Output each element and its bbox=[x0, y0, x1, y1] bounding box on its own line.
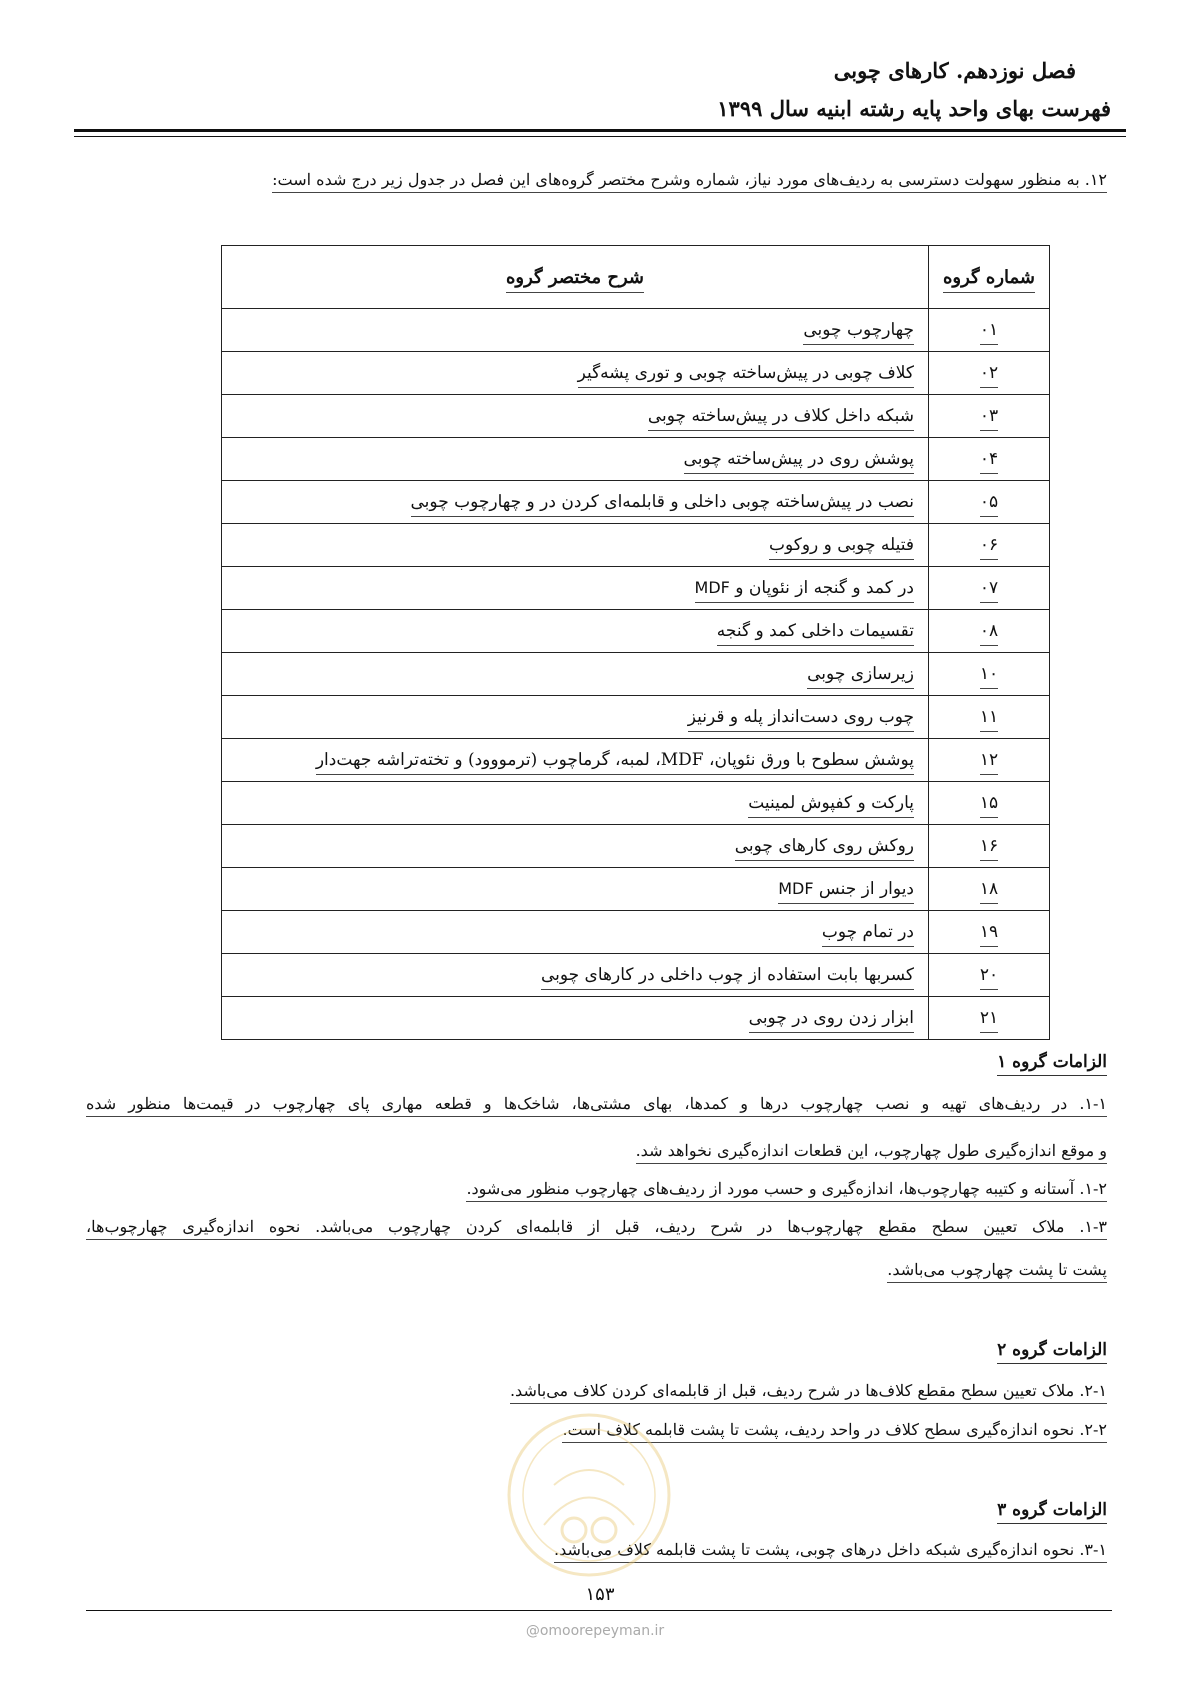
group-number: ۰۶ bbox=[929, 524, 1050, 567]
group-number: ۱۰ bbox=[929, 653, 1050, 696]
group3-title: الزامات گروه ۳ bbox=[997, 1500, 1107, 1524]
groups-table bbox=[221, 245, 1050, 1040]
group-description: تقسیمات داخلی کمد و گنجه bbox=[222, 610, 929, 653]
group-description: دیوار از جنس MDF bbox=[222, 868, 929, 911]
website-watermark: @omoorepeyman.ir bbox=[525, 1623, 665, 1639]
table-row bbox=[222, 739, 1050, 782]
group-description: روکش روی کارهای چوبی bbox=[222, 825, 929, 868]
group1-para3-line2: پشت تا پشت چهارچوب می‌باشد. bbox=[887, 1260, 1107, 1283]
table-row bbox=[222, 825, 1050, 868]
latin-term: MDF bbox=[778, 879, 814, 898]
group2-para2: ۲-۲. نحوه اندازه‌گیری سطح کلاف در واحد ردیف، پشت تا پشت قابلمه کلاف است. bbox=[562, 1420, 1107, 1443]
group-description: نصب در پیش‌ساخته چوبی داخلی و قابلمه‌ای کردن در و چهارچوب چوبی bbox=[222, 481, 929, 524]
page-number: ۱۵۳ bbox=[570, 1584, 630, 1605]
column-header-number: شماره گروه bbox=[929, 246, 1050, 309]
book-title: فهرست بهای واحد پایه رشته ابنیه سال ۱۳۹۹ bbox=[717, 96, 1111, 121]
group2-title: الزامات گروه ۲ bbox=[997, 1340, 1107, 1364]
table-row bbox=[222, 524, 1050, 567]
table-row bbox=[222, 481, 1050, 524]
group1-para2: ۱-۲. آستانه و کتیبه چهارچوب‌ها، اندازه‌گیری و حسب مورد از ردیف‌های چهارچوب منظور می‌شود. bbox=[466, 1179, 1107, 1202]
watermark-seal bbox=[504, 1410, 674, 1580]
group-description: چهارچوب چوبی bbox=[222, 309, 929, 352]
table-row bbox=[222, 438, 1050, 481]
table-row bbox=[222, 954, 1050, 997]
group-number: ۱۱ bbox=[929, 696, 1050, 739]
table-row bbox=[222, 309, 1050, 352]
group-description: کلاف چوبی در پیش‌ساخته چوبی و توری پشه‌گیر bbox=[222, 352, 929, 395]
group-description: پوشش سطوح با ورق نئوپان، MDF، لمبه، گرماچوب (ترمووود) و تخته‌تراشه جهت‌دار bbox=[222, 739, 929, 782]
table-row bbox=[222, 868, 1050, 911]
group-number: ۱۲ bbox=[929, 739, 1050, 782]
table-row bbox=[222, 911, 1050, 954]
group-number: ۱۵ bbox=[929, 782, 1050, 825]
group-description: پوشش روی در پیش‌ساخته چوبی bbox=[222, 438, 929, 481]
group-description: ابزار زدن روی در چوبی bbox=[222, 997, 929, 1040]
group-number: ۰۷ bbox=[929, 567, 1050, 610]
group-number: ۰۸ bbox=[929, 610, 1050, 653]
table-row bbox=[222, 696, 1050, 739]
group-number: ۰۳ bbox=[929, 395, 1050, 438]
group3-para1: ۳-۱. نحوه اندازه‌گیری شبکه داخل درهای چوبی، پشت تا پشت قابلمه کلاف می‌باشد. bbox=[554, 1540, 1107, 1563]
group1-para3-line1: ۱-۳. ملاک تعیین سطح مقطع چهارچوب‌ها در شرح ردیف، قبل از قابلمه‌ای کردن چهارچوب می‌باشد. نحوه اندازه‌گیری چهارچوب‌ها، bbox=[86, 1217, 1107, 1240]
group-description: چوب روی دست‌انداز پله و قرنیز bbox=[222, 696, 929, 739]
column-header-description: شرح مختصر گروه bbox=[222, 246, 929, 309]
group-number: ۱۸ bbox=[929, 868, 1050, 911]
group-description: فتیله چوبی و روکوب bbox=[222, 524, 929, 567]
group-number: ۱۹ bbox=[929, 911, 1050, 954]
group-number: ۱۶ bbox=[929, 825, 1050, 868]
header-rule-thick bbox=[74, 129, 1126, 132]
group2-para1: ۲-۱. ملاک تعیین سطح مقطع کلاف‌ها در شرح ردیف، قبل از قابلمه‌ای کردن کلاف می‌باشد. bbox=[510, 1381, 1107, 1404]
group-description: پارکت و کفپوش لمینیت bbox=[222, 782, 929, 825]
group-number: ۰۴ bbox=[929, 438, 1050, 481]
table-row bbox=[222, 352, 1050, 395]
footer-rule bbox=[86, 1610, 1112, 1611]
group1-para1-line2: و موقع اندازه‌گیری طول چهارچوب، این قطعات اندازه‌گیری نخواهد شد. bbox=[636, 1141, 1107, 1164]
table-row bbox=[222, 653, 1050, 696]
table-row bbox=[222, 567, 1050, 610]
group-description: زیرسازی چوبی bbox=[222, 653, 929, 696]
group1-title: الزامات گروه ۱ bbox=[997, 1052, 1107, 1076]
group1-para1-line1: ۱-۱. در ردیف‌های تهیه و نصب چهارچوب درها و کمدها، بهای مشتی‌ها، شاخک‌ها و قطعه مهاری پای چهارچوب در قیمت‌ها منظور شده bbox=[86, 1094, 1107, 1117]
table-row bbox=[222, 395, 1050, 438]
group-number: ۲۰ bbox=[929, 954, 1050, 997]
table-header-row bbox=[222, 246, 1050, 309]
group-description: در کمد و گنجه از نئوپان و MDF bbox=[222, 567, 929, 610]
group-description: در تمام چوب bbox=[222, 911, 929, 954]
group-description: شبکه داخل کلاف در پیش‌ساخته چوبی bbox=[222, 395, 929, 438]
group-description: کسربها بابت استفاده از چوب داخلی در کارهای چوبی bbox=[222, 954, 929, 997]
table-row bbox=[222, 610, 1050, 653]
group-number: ۰۵ bbox=[929, 481, 1050, 524]
intro-paragraph: ۱۲. به منظور سهولت دسترسی به ردیف‌های مورد نیاز، شماره وشرح مختصر گروه‌های این فصل در جدول زیر درج شده است: bbox=[272, 170, 1107, 193]
group-number: ۰۱ bbox=[929, 309, 1050, 352]
table-row bbox=[222, 997, 1050, 1040]
header-rule-thin bbox=[74, 136, 1126, 137]
latin-term: MDF bbox=[694, 578, 730, 597]
table-row bbox=[222, 782, 1050, 825]
chapter-title: فصل نوزدهم. کارهای چوبی bbox=[833, 58, 1076, 83]
group-number: ۰۲ bbox=[929, 352, 1050, 395]
group-number: ۲۱ bbox=[929, 997, 1050, 1040]
